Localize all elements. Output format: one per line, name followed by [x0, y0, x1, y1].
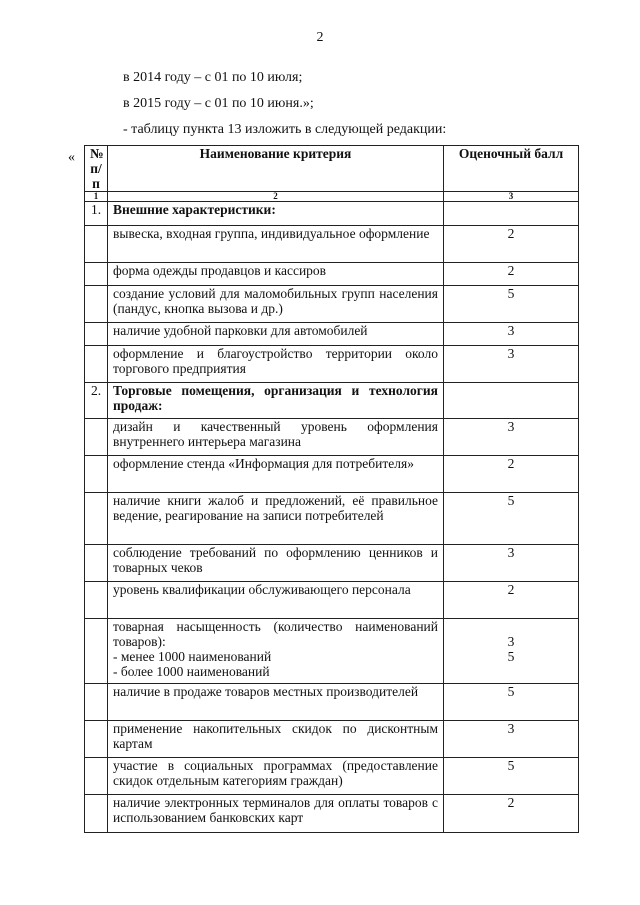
criterion-name: наличие удобной парковки для автомобилей [108, 323, 444, 346]
criterion-name: оформление и благоустройство территории около торгового предприятия [108, 346, 444, 383]
header-name: Наименование критерия [108, 146, 444, 192]
table-row [85, 684, 579, 721]
section-row [85, 383, 579, 419]
table-row [85, 226, 579, 263]
criterion-score: 3 [444, 545, 579, 582]
table-row [85, 346, 579, 383]
intro-line-2014: в 2014 году – с 01 по 10 июля; [123, 70, 303, 85]
column-index-3: 3 [444, 192, 579, 202]
criterion-name: соблюдение требований по оформлению ценников и товарных чеков [108, 545, 444, 582]
intro-line-2015: в 2015 году – с 01 по 10 июня.»; [123, 96, 314, 111]
section-score [444, 383, 579, 419]
table-row [85, 493, 579, 545]
criterion-score: 5 [444, 758, 579, 795]
intro-line-table-instruction: - таблицу пункта 13 изложить в следующей редакции: [123, 122, 447, 137]
section-title: Внешние характеристики: [108, 202, 444, 226]
criterion-name: применение накопительных скидок по дисконтным картам [108, 721, 444, 758]
criteria-table [84, 145, 579, 833]
page-number: 2 [316, 30, 324, 45]
criterion-name: уровень квалификации обслуживающего персонала [108, 582, 444, 619]
criterion-score: 3 [444, 346, 579, 383]
table-row [85, 758, 579, 795]
section-number: 1. [85, 202, 108, 226]
table-row [85, 619, 579, 684]
criterion-name: наличие электронных терминалов для оплаты товаров с использованием банковских карт [108, 795, 444, 833]
criterion-score [444, 619, 579, 684]
criterion-score: 2 [444, 795, 579, 833]
criterion-score: 5 [444, 684, 579, 721]
criterion-score: 2 [444, 226, 579, 263]
table-row [85, 456, 579, 493]
table-row [85, 721, 579, 758]
criterion-name: создание условий для маломобильных групп населения (пандус, кнопка вызова и др.) [108, 286, 444, 323]
table-row [85, 795, 579, 833]
criterion-score: 5 [444, 286, 579, 323]
assortment-score-less: 3 [507, 634, 515, 649]
section-score [444, 202, 579, 226]
criterion-name [108, 619, 444, 684]
assortment-intro: товарная насыщенность (количество наименований товаров): [113, 619, 438, 649]
table-row [85, 545, 579, 582]
opening-quote: « [68, 150, 75, 165]
criterion-score: 3 [444, 323, 579, 346]
criterion-name: форма одежды продавцов и кассиров [108, 263, 444, 286]
column-index-2: 2 [108, 192, 444, 202]
criterion-score: 2 [444, 263, 579, 286]
assortment-option-less: - менее 1000 наименований [113, 649, 272, 664]
criterion-name: наличие книги жалоб и предложений, её правильное ведение, реагирование на записи потребителей [108, 493, 444, 545]
section-row [85, 202, 579, 226]
column-index-1: 1 [85, 192, 108, 202]
criterion-score: 3 [444, 419, 579, 456]
criterion-score: 2 [444, 456, 579, 493]
table-row [85, 419, 579, 456]
criterion-score: 3 [444, 721, 579, 758]
section-number: 2. [85, 383, 108, 419]
table-header-row [85, 146, 579, 192]
criterion-name: участие в социальных программах (предоставление скидок отдельным категориям граждан) [108, 758, 444, 795]
criterion-score: 2 [444, 582, 579, 619]
column-index-row [85, 192, 579, 202]
criterion-name: вывеска, входная группа, индивидуальное оформление [108, 226, 444, 263]
criterion-score: 5 [444, 493, 579, 545]
section-title: Торговые помещения, организация и технология продаж: [108, 383, 444, 419]
criterion-name: оформление стенда «Информация для потребителя» [108, 456, 444, 493]
header-num: № п/п [85, 146, 108, 192]
criterion-name: дизайн и качественный уровень оформления внутреннего интерьера магазина [108, 419, 444, 456]
table-row [85, 323, 579, 346]
criterion-name: наличие в продаже товаров местных производителей [108, 684, 444, 721]
header-score: Оценочный балл [444, 146, 579, 192]
table-row [85, 286, 579, 323]
assortment-score-more: 5 [507, 649, 515, 664]
table-row [85, 263, 579, 286]
assortment-option-more: - более 1000 наименований [113, 664, 270, 679]
table-row [85, 582, 579, 619]
